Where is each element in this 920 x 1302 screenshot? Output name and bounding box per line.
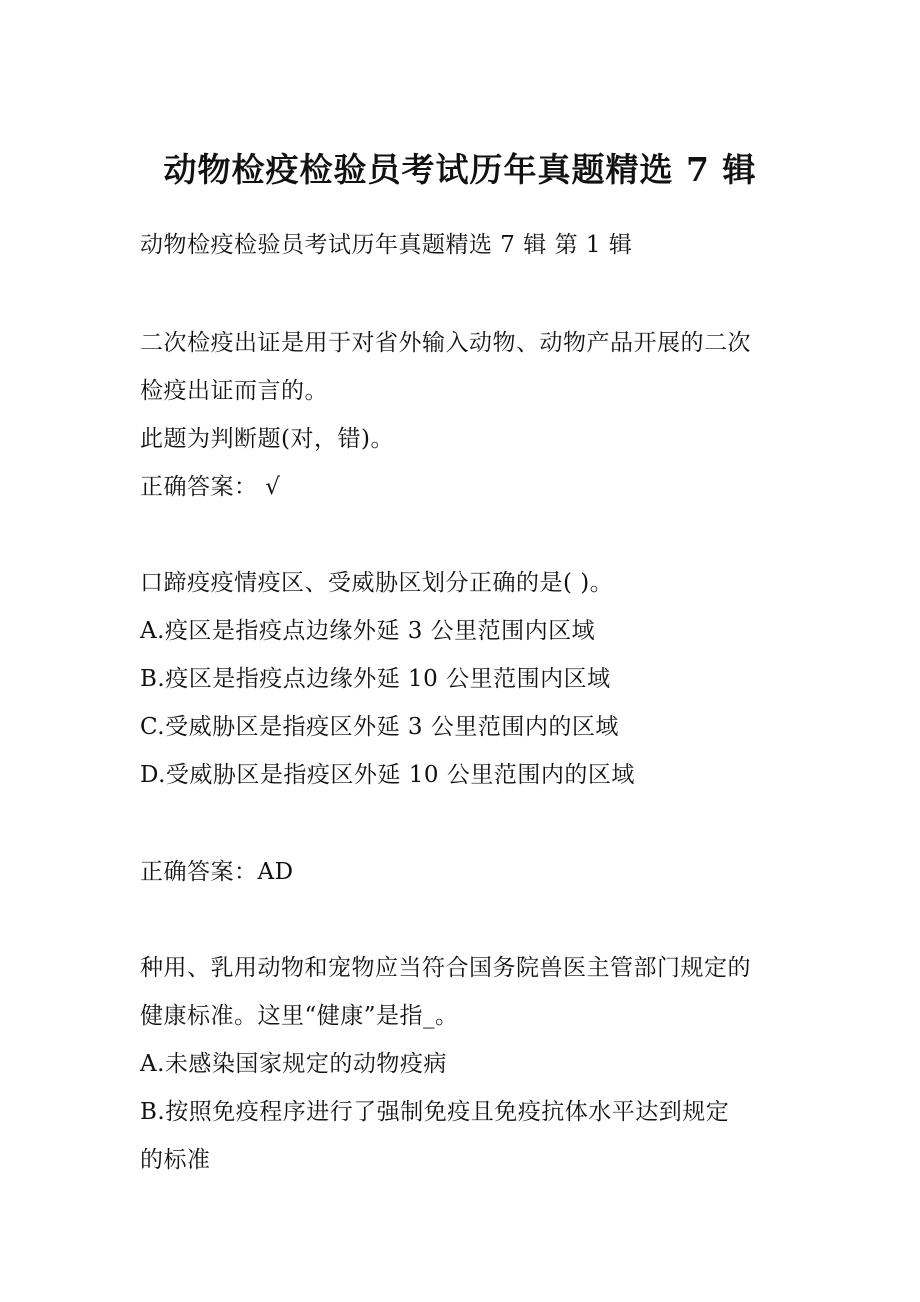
document-title: 动物检疫检验员考试历年真题精选 7 辑 xyxy=(163,150,757,189)
answer: 正确答案：AD xyxy=(140,859,294,885)
question-text: 口蹄疫疫情疫区、受威胁区划分正确的是( )。 xyxy=(140,570,614,596)
option-d: D.受威胁区是指疫区外延 10 公里范围内的区域 xyxy=(140,762,635,788)
question-text: 检疫出证而言的。 xyxy=(140,378,328,404)
option-a: A.疫区是指疫点边缘外延 3 公里范围内区域 xyxy=(140,618,596,644)
answer: 正确答案： √ xyxy=(140,474,281,500)
document-subtitle: 动物检疫检验员考试历年真题精选 7 辑 第 1 辑 xyxy=(140,232,633,258)
option-a: A.未感染国家规定的动物疫病 xyxy=(140,1051,447,1077)
option-b: B.疫区是指疫点边缘外延 10 公里范围内区域 xyxy=(140,666,611,692)
question-text: 种用、乳用动物和宠物应当符合国务院兽医主管部门规定的 xyxy=(140,955,751,981)
option-c: C.受威胁区是指疫区外延 3 公里范围内的区域 xyxy=(140,714,619,740)
question-text: 二次检疫出证是用于对省外输入动物、动物产品开展的二次 xyxy=(140,330,751,356)
question-type: 此题为判断题(对，错)。 xyxy=(140,426,394,452)
option-b-continued: 的标准 xyxy=(140,1147,211,1173)
question-text: 健康标准。这里“健康”是指_。 xyxy=(140,1003,459,1029)
option-b: B.按照免疫程序进行了强制免疫且免疫抗体水平达到规定 xyxy=(140,1099,730,1125)
